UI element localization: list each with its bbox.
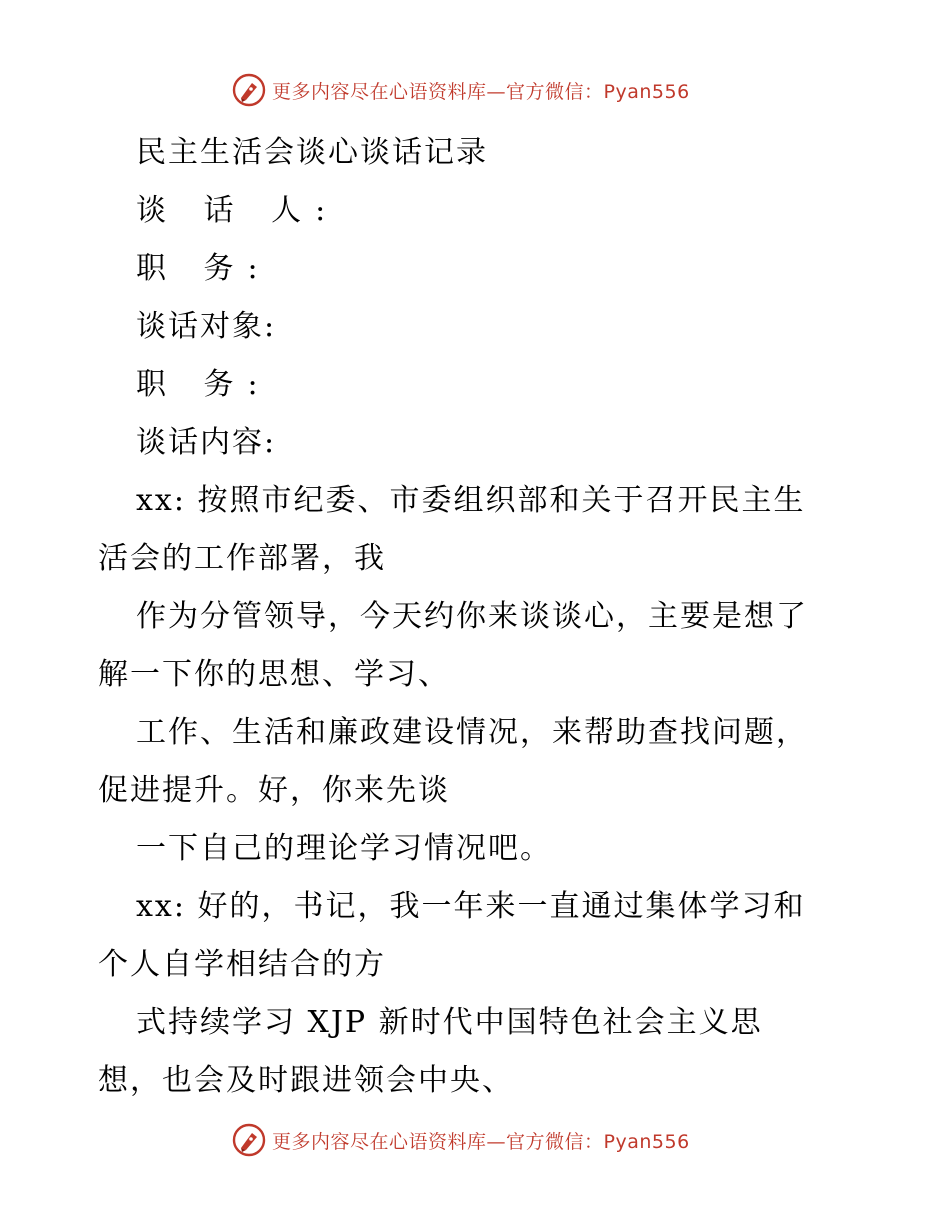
- field-interviewee: 谈话对象:: [136, 309, 277, 344]
- header-watermark-banner: [232, 72, 690, 108]
- footer-watermark-banner: [232, 1122, 690, 1158]
- document-title: 民主生活会谈心谈话记录: [136, 135, 488, 170]
- field-content-label: 谈话内容:: [136, 425, 277, 460]
- paragraph-line: 促进提升。好，你来先谈: [98, 773, 450, 808]
- paragraph-line: 解一下你的思想、学习、: [98, 657, 450, 692]
- pen-nib-logo-icon: [232, 1123, 266, 1157]
- watermark-text: 更多内容尽在心语资料库—官方微信：Pyan556: [272, 80, 690, 103]
- paragraph-line: 式持续学习 XJP 新时代中国特色社会主义思: [136, 1005, 763, 1040]
- wechat-id: Pyan556: [603, 80, 690, 103]
- field-interviewee-position: 职 务:: [136, 367, 272, 402]
- paragraph-line: 想，也会及时跟进领会中央、: [98, 1063, 514, 1098]
- document-body: [98, 124, 858, 1110]
- paragraph-line: 工作、生活和廉政建设情况，来帮助查找问题，: [136, 715, 808, 750]
- paragraph-line: 个人自学相结合的方: [98, 947, 386, 982]
- paragraph-line: xx: 好的，书记，我一年来一直通过集体学习和: [136, 889, 806, 924]
- paragraph-line: 一下自己的理论学习情况吧。: [136, 831, 552, 866]
- watermark-text: 更多内容尽在心语资料库—官方微信：Pyan556: [272, 1130, 690, 1153]
- field-speaker-position: 职 务:: [136, 251, 272, 286]
- field-speaker: 谈 话 人:: [136, 193, 340, 228]
- pen-nib-logo-icon: [232, 73, 266, 107]
- paragraph-line: 活会的工作部署，我: [98, 541, 386, 576]
- paragraph-line: xx: 按照市纪委、市委组织部和关于召开民主生: [136, 483, 806, 518]
- wechat-id: Pyan556: [603, 1130, 690, 1153]
- paragraph-line: 作为分管领导，今天约你来谈谈心，主要是想了: [136, 599, 808, 634]
